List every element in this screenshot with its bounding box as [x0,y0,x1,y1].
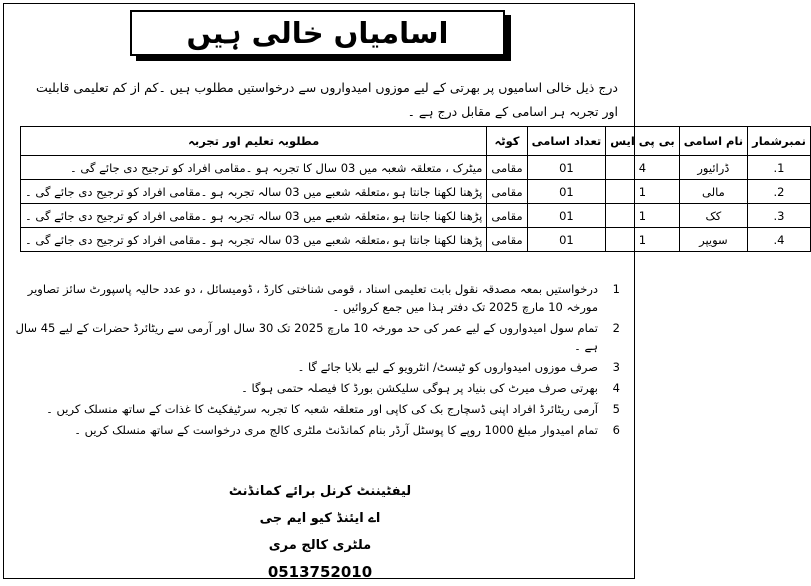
cell-qualification: پڑھنا لکھنا جانتا ہو ،متعلقہ شعبے میں 03 سالہ تجربہ ہو ۔مقامی افراد کو ترجیح دی جائے گی ۔ [21,228,487,252]
cell-post: مالی [679,180,747,204]
header-serial: نمبرشمار [748,127,811,156]
cell-bps: 1 [606,204,679,228]
cell-bps: 4 [606,156,679,180]
note-number: 3 [612,360,620,374]
cell-post: سویپر [679,228,747,252]
list-item [15,358,620,376]
signatory-department: اے ایئنڈ کیو ایم جی [259,511,381,526]
cell-serial: 2. [748,180,811,204]
header-count: تعداد اسامی [527,127,606,156]
note-text: تمام سول امیدواروں کے لیے عمر کی حد مورخہ 10 مارچ 2025 تک 30 سال اور آرمی سے ریٹائرڈ حضرات کے لیے 45 سال ہے ۔ [15,321,598,353]
cell-quota: مقامی [487,228,527,252]
vacancies-table [20,126,811,252]
list-item [15,379,620,397]
page-title: اسامیاں خالی ہیں [130,10,505,56]
cell-qualification: پڑھنا لکھنا جانتا ہو ،متعلقہ شعبے میں 03 سالہ تجربہ ہو ۔مقامی افراد کو ترجیح دی جائے گی ۔ [21,180,487,204]
signatory-institution: ملٹری کالج مری [268,538,372,553]
list-item [15,280,620,316]
note-number: 6 [612,423,620,437]
table-row [21,228,811,252]
cell-quota: مقامی [487,204,527,228]
header-post: نام اسامی [679,127,747,156]
cell-count: 01 [527,228,606,252]
cell-post: ڈرائیور [679,156,747,180]
note-text: تمام امیدوار مبلغ 1000 روپے کا پوسٹل آرڈر بنام کمانڈنٹ ملٹری کالج مری درخواست کے ساتھ منسلک کریں ۔ [74,423,598,437]
contact-phone: 0513752010 [267,563,373,581]
note-number: 4 [612,381,620,395]
cell-qualification: پڑھنا لکھنا جانتا ہو ،متعلقہ شعبے میں 03 سالہ تجربہ ہو ۔مقامی افراد کو ترجیح دی جائے گی ۔ [21,204,487,228]
cell-count: 01 [527,156,606,180]
cell-qualification: میٹرک ، متعلقہ شعبہ میں 03 سال کا تجربہ ہو ۔مقامی افراد کو ترجیح دی جائے گی ۔ [21,156,487,180]
note-text: درخواستیں بمعہ مصدقہ نقول بابت تعلیمی اسناد ، قومی شناختی کارڈ ، ڈومیسائل ، دو عدد حالیہ پاسپورٹ سائز تصاویر مورخہ 10 مارچ 2025 تک دفتر ہذا میں جمع کروائیں ۔ [27,282,598,314]
cell-count: 01 [527,204,606,228]
cell-post: کک [679,204,747,228]
signature-block [200,478,440,586]
cell-serial: 3. [748,204,811,228]
note-text: آرمی ریٹائرڈ افراد اپنی ڈسچارج بک کی کاپی اور متعلقہ شعبہ کا تجربہ سرٹیفکیٹ کا غذات کے ساتھ منسلک کریں ۔ [46,402,598,416]
intro-paragraph: درج ذیل خالی اسامیوں پر بھرتی کے لیے موزوں امیدواروں سے درخواستیں مطلوب ہیں ۔کم از کم تعلیمی قابلیت اور تجربہ ہر اسامی کے مقابل درج ہے ۔ [36,80,618,119]
table-row [21,180,811,204]
signatory-title: لیفٹیننٹ کرنل برائے کمانڈنٹ [228,484,412,499]
list-item [15,421,620,439]
table-header-row [21,127,811,156]
cell-serial: 4. [748,228,811,252]
header-quota: کوٹہ [487,127,527,156]
table-row [21,204,811,228]
note-number: 1 [612,282,620,296]
cell-count: 01 [527,180,606,204]
list-item [15,400,620,418]
terms-list [15,280,620,442]
header-qualification: مطلوبہ تعلیم اور تجربہ [21,127,487,156]
cell-bps: 1 [606,180,679,204]
header-bps: بی پی ایس [606,127,679,156]
table-row [21,156,811,180]
note-text: بھرتی صرف میرٹ کی بنیاد پر ہوگی سلیکشن بورڈ کا فیصلہ حتمی ہوگا ۔ [241,381,598,395]
note-text: صرف موزوں امیدواروں کو ٹیسٹ/ انٹرویو کے لیے بلایا جائے گا ۔ [297,360,598,374]
cell-quota: مقامی [487,156,527,180]
list-item [15,319,620,355]
cell-bps: 1 [606,228,679,252]
cell-quota: مقامی [487,180,527,204]
note-number: 5 [612,402,620,416]
cell-serial: 1. [748,156,811,180]
note-number: 2 [612,321,620,335]
